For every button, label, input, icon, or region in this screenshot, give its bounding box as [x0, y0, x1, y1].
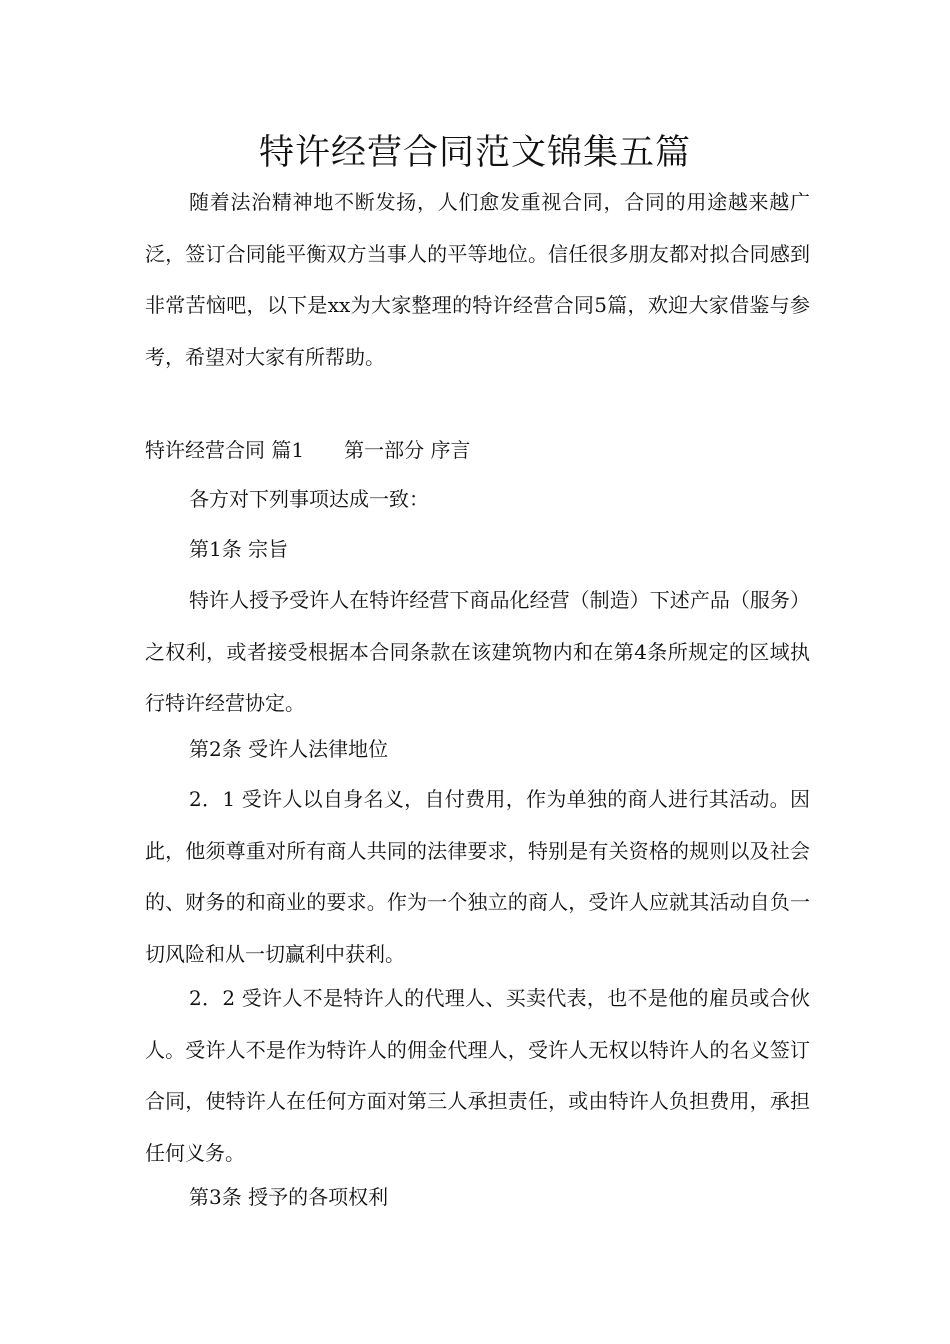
section-label: 特许经营合同 篇1 [145, 438, 305, 462]
article-1-body: 特许人授予受许人在特许经营下商品化经营（制造）下述产品（服务）之权利，或者接受根据本合同条款在该建筑物内和在第4条所规定的区域执行特许经营协定。 [145, 588, 810, 715]
section-part: 第一部分 序言 [344, 438, 471, 462]
article-2-heading: 第2条 受许人法律地位 [189, 737, 389, 761]
article-3-heading: 第3条 授予的各项权利 [189, 1185, 389, 1209]
document-title: 特许经营合同范文锦集五篇 [258, 133, 691, 173]
clause-2-2: 2．2 受许人不是特许人的代理人、买卖代表，也不是他的雇员或合伙人。受许人不是作为特许人的佣金代理人，受许人无权以特许人的名义签订合同，使特许人在任何方面对第三人承担责任，或由特许人负担费用，承担任何义务。 [145, 986, 810, 1165]
paragraph-agreement: 各方对下列事项达成一致： [189, 487, 429, 511]
clause-2-1: 2．1 受许人以自身名义，自付费用，作为单独的商人进行其活动。因此，他须尊重对所有商人共同的法律要求，特别是有关资格的规则以及社会的、财务的和商业的要求。作为一个独立的商人，受许人应就其活动自负一切风险和从一切赢利中获利。 [145, 787, 810, 966]
article-1-heading: 第1条 宗旨 [189, 537, 289, 561]
section-heading [145, 425, 810, 477]
intro-paragraph: 随着法治精神地不断发扬，人们愈发重视合同，合同的用途越来越广泛，签订合同能平衡双方当事人的平等地位。信任很多朋友都对拟合同感到非常苦恼吧，以下是xx为大家整理的特许经营合同5篇，欢迎大家借鉴与参考，希望对大家有所帮助。 [145, 190, 810, 369]
